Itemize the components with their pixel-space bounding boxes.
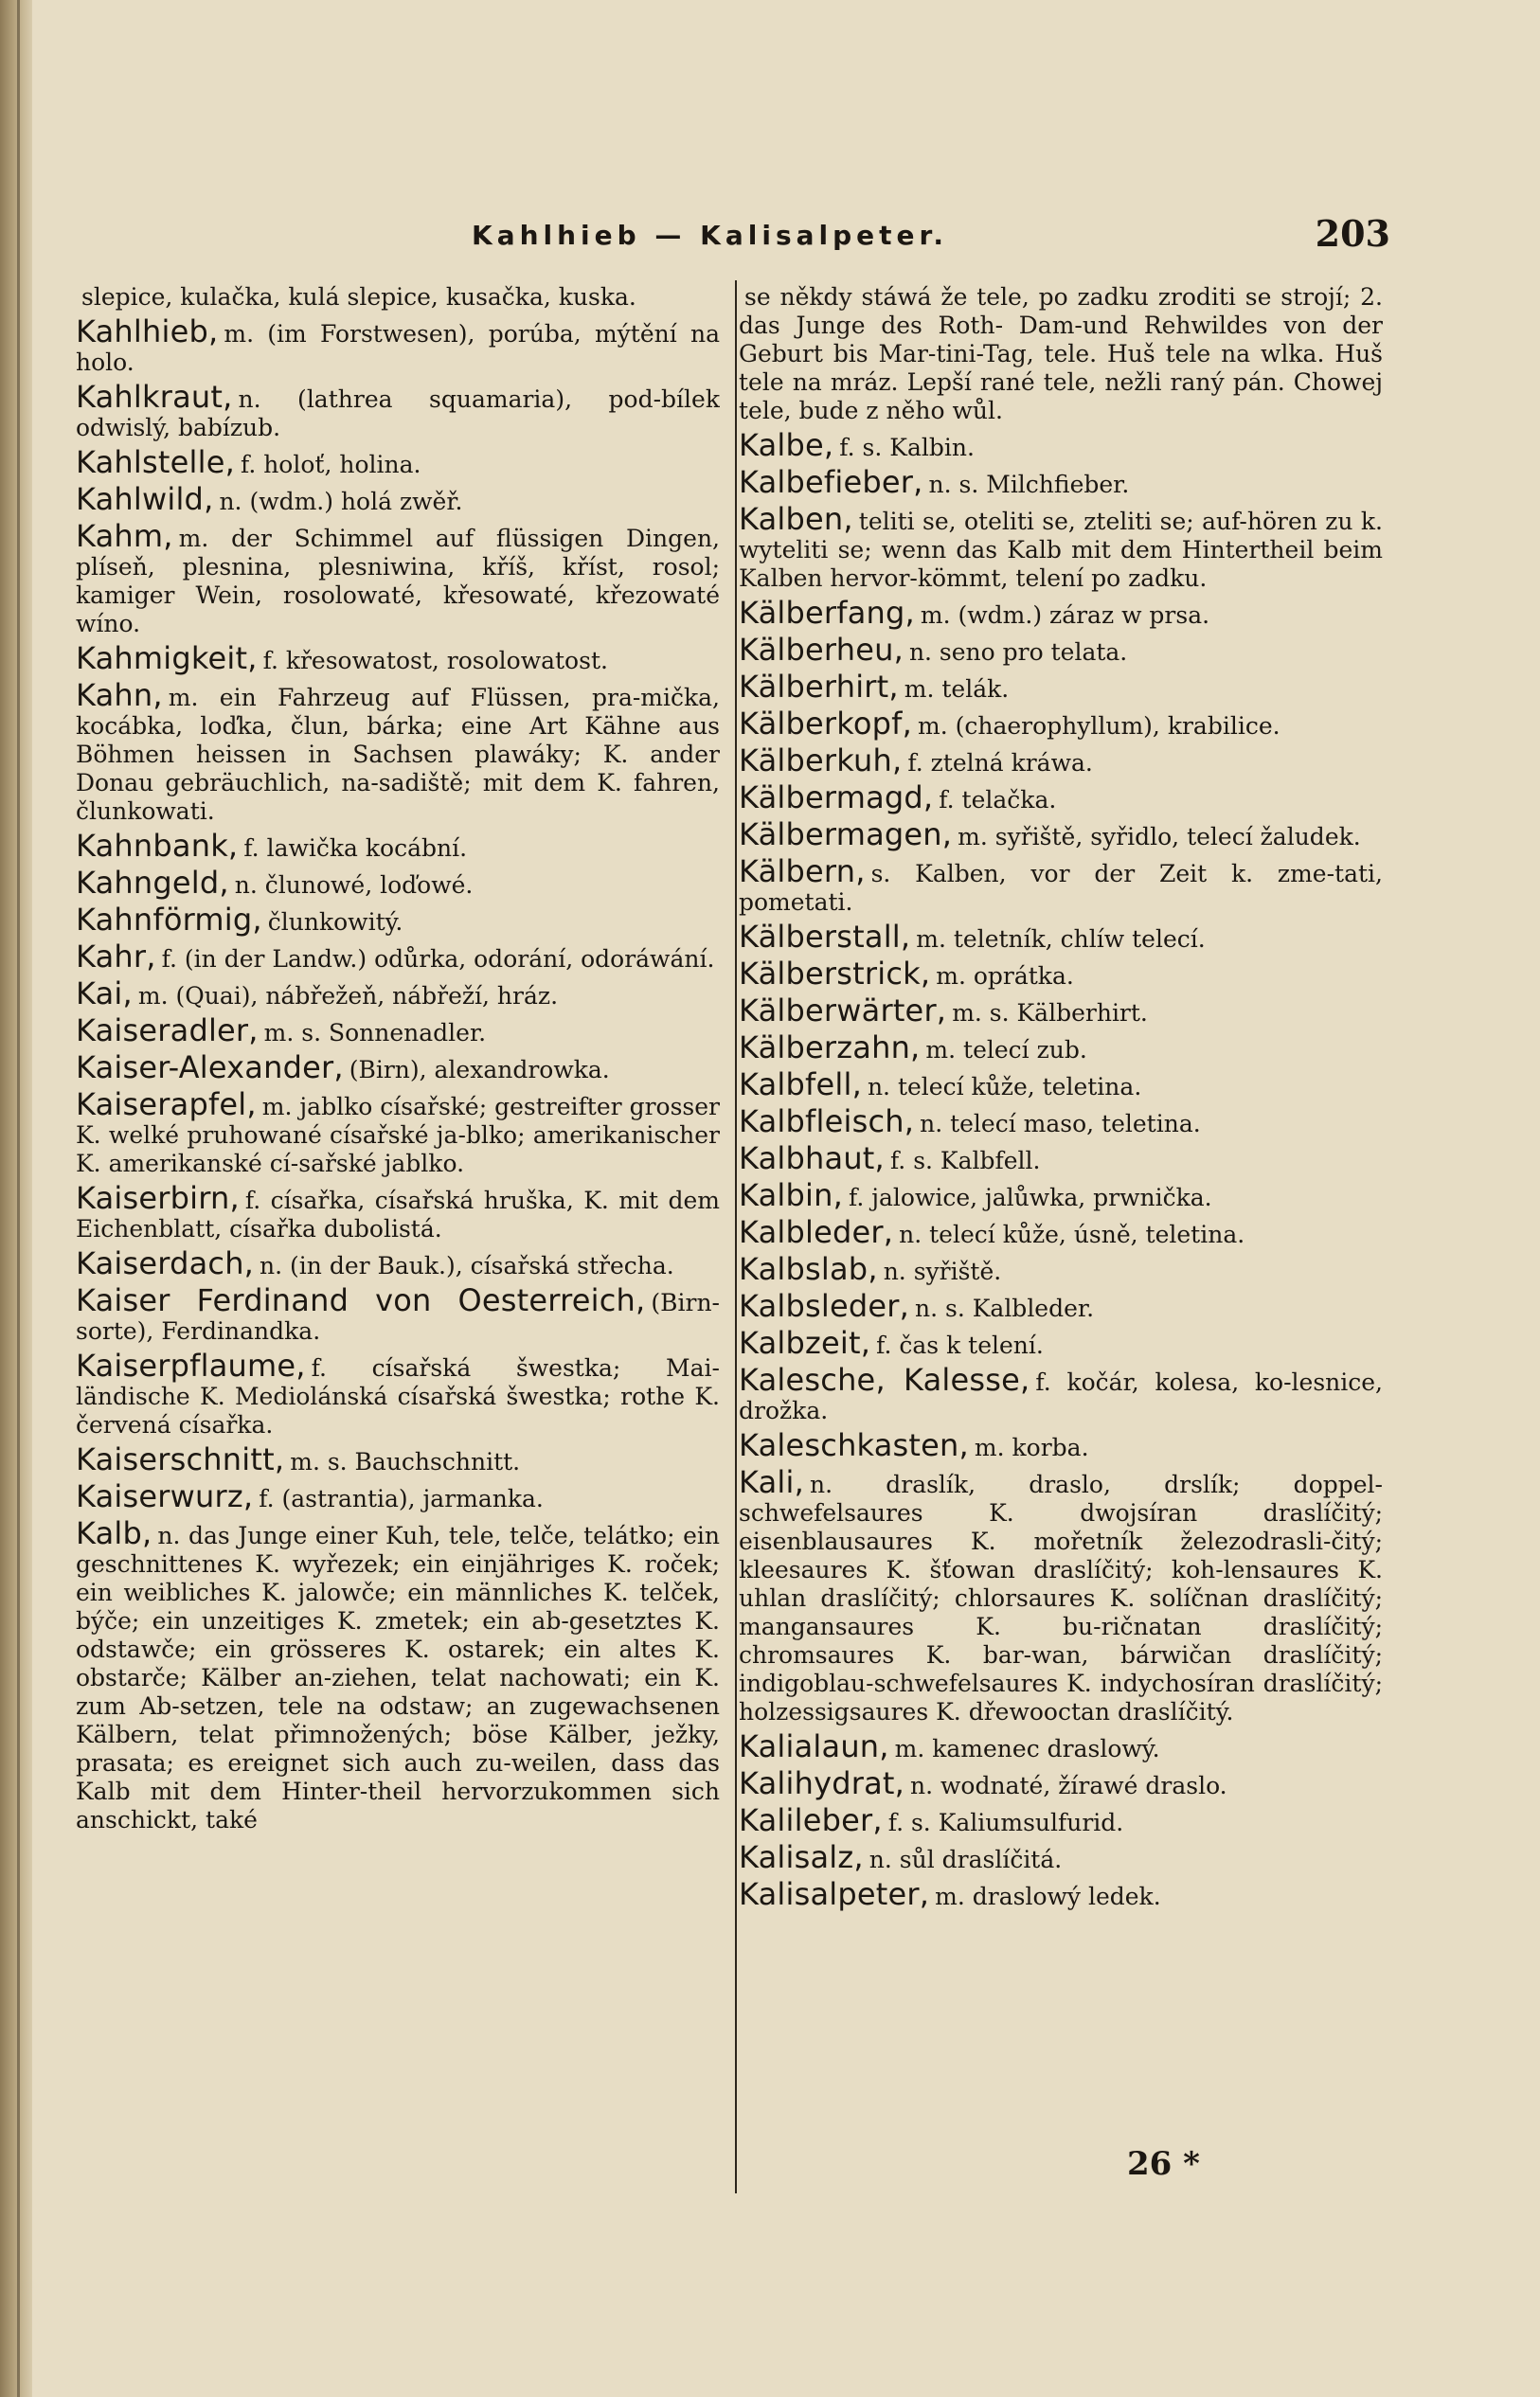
dictionary-page	[55, 199, 1390, 2377]
dictionary-entry	[739, 1464, 1383, 1726]
entry-headword: Kalbefieber,	[739, 464, 923, 500]
dictionary-entry	[739, 280, 1383, 425]
entry-definition: f. (astrantia), jarmanka.	[259, 1485, 544, 1512]
entry-headword: Kälberwärter,	[739, 993, 947, 1029]
entry-headword: Kahm,	[76, 518, 173, 554]
entry-headword: Kälberheu,	[739, 632, 904, 668]
entry-headword: Kälberkuh,	[739, 742, 903, 778]
entry-definition: f. ztelná kráwa.	[907, 749, 1093, 777]
dictionary-entry	[76, 1086, 720, 1178]
dictionary-entry	[76, 939, 720, 975]
entry-headword: Kalbhaut,	[739, 1140, 885, 1176]
entry-headword: Kahn,	[76, 677, 163, 713]
dictionary-entry	[76, 1441, 720, 1477]
entry-definition: f. lawička kocábní.	[243, 834, 468, 862]
running-title: Kahlhieb — Kalisalpeter.	[472, 220, 948, 251]
entry-headword: Kälberhirt,	[739, 669, 899, 705]
dictionary-entry	[739, 816, 1383, 852]
entry-headword: Kahngeld,	[76, 865, 229, 901]
dictionary-entry	[76, 280, 720, 312]
entry-definition: n. wodnaté, žírawé draslo.	[910, 1772, 1227, 1799]
dictionary-entry	[76, 379, 720, 442]
entry-headword: Kalbslab,	[739, 1251, 878, 1287]
signature-mark: 26 *	[1127, 2145, 1200, 2183]
entry-definition: n. seno pro telata.	[908, 638, 1128, 666]
entry-definition: m. s. Kälberhirt.	[952, 999, 1148, 1027]
entry-headword: Kaleschkasten,	[739, 1427, 969, 1463]
entry-definition: f. holoť, holina.	[240, 451, 421, 478]
entry-headword: Kahmigkeit,	[76, 640, 258, 676]
entry-definition: m. teletník, chlíw telecí.	[916, 925, 1206, 953]
entry-headword: Kaiseradler,	[76, 1012, 259, 1048]
entry-headword: Kahnbank,	[76, 828, 239, 864]
dictionary-entry	[76, 1348, 720, 1440]
entry-headword: Kalisalpeter,	[739, 1876, 930, 1912]
entry-headword: Kalisalz,	[739, 1839, 864, 1875]
entry-headword: Kahlkraut,	[76, 379, 233, 415]
entry-definition: m. draslowý ledek.	[935, 1883, 1161, 1910]
entry-headword: Kälberkopf,	[739, 706, 912, 742]
entry-definition: teliti se, oteliti se, zteliti se; auf-hören zu k. wyteliti se; wenn das Kalb mit dem Hintertheil beim Kalben hervor-kömmt, telení po zadku.	[739, 508, 1383, 592]
entry-definition: f. císařka, císařská hruška, K. mit dem Eichenblatt, císařka dubolistá.	[76, 1187, 720, 1243]
entry-definition: n. telecí maso, teletina.	[920, 1110, 1201, 1137]
entry-headword: Kälbermagd,	[739, 779, 934, 815]
entry-definition: n. draslík, draslo, drslík; doppel-schwefelsaures K. dwojsíran draslíčitý; eisenblausaures K. mořetník železodrasli-čitý; kleesaures K. šťowan draslíčitý; koh-lensaures K. uhlan draslíčitý; chlorsaures K. solíčnan draslíčitý; mangansaures K. bu-ričnatan draslíčitý; chromsaures K. bar-wan, bárwičan draslíčitý; indigoblau-schwefelsaures K. indychosíran draslíčitý; holzessigsaures K. dřewooctan draslíčitý.	[739, 1471, 1383, 1726]
entry-definition: f. s. Kaliumsulfurid.	[887, 1809, 1124, 1836]
dictionary-entry	[739, 1177, 1383, 1213]
entry-headword: Kali,	[739, 1464, 804, 1500]
entry-headword: Kälberstall,	[739, 919, 911, 955]
dictionary-entry	[739, 956, 1383, 992]
entry-definition: m. der Schimmel auf flüssigen Dingen, plíseň, plesnina, plesniwina, kříš, kříst, rosol; kamiger Wein, rosolowaté, křesowaté, křezowaté wíno.	[76, 525, 720, 637]
entry-headword: Kaiserdach,	[76, 1245, 255, 1281]
entry-definition: f. (in der Landw.) odůrka, odorání, odoráwání.	[161, 945, 715, 973]
entry-definition: m. telák.	[904, 675, 1010, 703]
dictionary-entry	[739, 919, 1383, 955]
entry-definition: n. s. Kalbleder.	[915, 1295, 1095, 1322]
entry-headword: Kalihydrat,	[739, 1765, 905, 1801]
entry-headword: Kaiserschnitt,	[76, 1441, 285, 1477]
book-spine	[0, 0, 32, 2397]
dictionary-entry	[739, 1362, 1383, 1425]
dictionary-entry	[739, 1876, 1383, 1912]
entry-definition: člunkowitý.	[267, 908, 403, 936]
entry-headword: Kälberstrick,	[739, 956, 931, 992]
dictionary-entry	[76, 1012, 720, 1048]
dictionary-entry	[76, 1282, 720, 1346]
dictionary-entry	[739, 1325, 1383, 1361]
entry-headword: Kai,	[76, 975, 133, 1011]
entry-definition: f. křesowatost, rosolowatost.	[262, 647, 608, 674]
entry-headword: Kahnförmig,	[76, 902, 262, 938]
dictionary-entry	[739, 464, 1383, 500]
dictionary-entry	[76, 313, 720, 377]
dictionary-entry	[739, 501, 1383, 593]
entry-headword: Kalbin,	[739, 1177, 843, 1213]
entry-definition: slepice, kulačka, kulá slepice, kusačka, kuska.	[81, 283, 636, 311]
entry-headword: Kälbermagen,	[739, 816, 953, 852]
entry-headword: Kalb,	[76, 1515, 152, 1551]
entry-definition: m. kamenec draslowý.	[894, 1735, 1160, 1762]
dictionary-entry	[739, 1802, 1383, 1838]
entry-headword: Kälberfang,	[739, 595, 915, 631]
entry-headword: Kalialaun,	[739, 1728, 889, 1764]
dictionary-entry	[739, 742, 1383, 778]
page-header	[55, 199, 1390, 259]
entry-definition: f. čas k telení.	[876, 1332, 1044, 1359]
entry-headword: Kaiserwurz,	[76, 1478, 254, 1514]
entry-definition: m. (im Forstwesen), porúba, mýtění na holo.	[76, 320, 720, 376]
entry-definition: m. (wdm.) záraz w prsa.	[920, 601, 1210, 629]
gutter-line	[17, 0, 20, 2397]
dictionary-entry	[76, 1180, 720, 1243]
entry-definition: n. telecí kůže, úsně, teletina.	[899, 1221, 1245, 1248]
dictionary-entry	[76, 444, 720, 480]
dictionary-entry	[739, 706, 1383, 742]
dictionary-entry	[739, 1103, 1383, 1139]
entry-headword: Kaiserbirn,	[76, 1180, 240, 1216]
dictionary-entry	[76, 1049, 720, 1085]
entry-definition: n. s. Milchfieber.	[928, 471, 1130, 498]
entry-definition: s. Kalben, vor der Zeit k. zme-tati, pometati.	[739, 860, 1383, 916]
entry-definition: f. jalowice, jalůwka, prwnička.	[848, 1184, 1212, 1211]
entry-headword: Kaiserpflaume,	[76, 1348, 306, 1384]
entry-definition: n. (lathrea squamaria), pod-bílek odwislý, babízub.	[76, 385, 720, 441]
entry-definition: f. telačka.	[939, 786, 1057, 814]
entry-definition: n. das Junge einer Kuh, tele, telče, telátko; ein geschnittenes K. wyřezek; ein einjähriges K. roček; ein weibliches K. jalowče; ein männliches K. telček, býče; ein unzeitiges K. zmetek; ein ab-gesetztes K. odstawče; ein grösseres K. ostarek; ein altes K. obstarče; Kälber an-ziehen, telat nachowati; ein K. zum Ab-setzen, tele na odstaw; an zugewachsenen Kälbern, telat přimnožených; böse Kälber, ježky, prasata; es ereignet sich auch zu-weilen, dass das Kalb mit dem Hinter-theil hervorzukommen sich anschickt, také	[76, 1522, 720, 1834]
entry-definition: se někdy stáwá že tele, po zadku zroditi se strojí; 2. das Junge des Roth- Dam-und Rehwildes von der Geburt bis Mar-tini-Tag, tele. Huš tele na wlka. Huš tele na mráz. Lepší rané tele, nežli raný pán. Chowej tele, bude z něho wůl.	[739, 283, 1383, 424]
entry-headword: Kalileber,	[739, 1802, 883, 1838]
entry-headword: Kahr,	[76, 939, 156, 975]
entry-headword: Kalbfell,	[739, 1066, 862, 1102]
entry-definition: n. (wdm.) holá zwěř.	[219, 488, 463, 515]
dictionary-entry	[739, 1029, 1383, 1065]
dictionary-entry	[739, 853, 1383, 917]
entry-definition: m. ein Fahrzeug auf Flüssen, pra-mička, kocábka, loďka, člun, bárka; eine Art Kähne aus Böhmen heissen in Sachsen plawáky; K. ander Donau gebräuchlich, na-sadiště; mit dem K. fahren, člunkowati.	[76, 684, 720, 825]
dictionary-entry	[739, 1251, 1383, 1287]
dictionary-entry	[76, 677, 720, 826]
entry-definition: m. oprátka.	[936, 962, 1074, 990]
dictionary-entry	[739, 1066, 1383, 1102]
entry-headword: Kaiserapfel,	[76, 1086, 257, 1122]
entry-definition: m. telecí zub.	[925, 1036, 1087, 1064]
entry-headword: Kälbern,	[739, 853, 866, 889]
dictionary-entry	[739, 1728, 1383, 1764]
dictionary-entry	[739, 427, 1383, 463]
dictionary-entry	[739, 1214, 1383, 1250]
dictionary-entry	[739, 1427, 1383, 1463]
dictionary-entry	[76, 640, 720, 676]
entry-definition: m. s. Sonnenadler.	[263, 1019, 487, 1046]
entry-definition: (Birn), alexandrowka.	[349, 1056, 610, 1083]
page-number: 203	[1315, 212, 1390, 255]
entry-definition: m. (chaerophyllum), krabilice.	[918, 712, 1280, 740]
entry-headword: Kalesche, Kalesse,	[739, 1362, 1030, 1398]
dictionary-entry	[76, 975, 720, 1011]
entry-headword: Kalbleder,	[739, 1214, 894, 1250]
dictionary-entry	[76, 1245, 720, 1281]
entry-definition: m. jablko císařské; gestreifter grosser K. welké pruhowané císařské ja-blko; amerikanischer K. amerikanské cí-sařské jablko.	[76, 1093, 720, 1177]
entry-headword: Kalbe,	[739, 427, 834, 463]
entry-definition: (Birn-sorte), Ferdinandka.	[76, 1289, 720, 1345]
entry-definition: m. (Quai), nábřežeň, nábřeží, hráz.	[137, 982, 559, 1010]
entry-headword: Kahlwild,	[76, 481, 214, 517]
entry-headword: Kalbzeit,	[739, 1325, 871, 1361]
entry-definition: n. syřiště.	[883, 1258, 1002, 1285]
dictionary-entry	[76, 518, 720, 638]
entry-definition: f. s. Kalbfell.	[889, 1147, 1041, 1174]
entry-definition: f. císařská šwestka; Mai-ländische K. Mediolánská císařská šwestka; rothe K. červená císařka.	[76, 1354, 720, 1439]
dictionary-entry	[739, 1288, 1383, 1324]
entry-definition: m. syřiště, syřidlo, telecí žaludek.	[958, 823, 1361, 850]
dictionary-entry	[76, 1515, 720, 1834]
entry-definition: m. s. Bauchschnitt.	[290, 1448, 521, 1476]
entry-headword: Kalbsleder,	[739, 1288, 910, 1324]
entry-headword: Kalbfleisch,	[739, 1103, 915, 1139]
dictionary-entry	[739, 669, 1383, 705]
dictionary-entry	[739, 1140, 1383, 1176]
dictionary-entry	[739, 595, 1383, 631]
dictionary-entry	[739, 779, 1383, 815]
entry-headword: Kaiser-Alexander,	[76, 1049, 344, 1085]
dictionary-entry	[76, 481, 720, 517]
entry-definition: m. korba.	[974, 1434, 1089, 1461]
entry-headword: Kalben,	[739, 501, 853, 537]
entry-definition: f. s. Kalbin.	[839, 434, 975, 461]
entry-definition: n. člunowé, loďowé.	[234, 871, 474, 899]
dictionary-entry	[739, 993, 1383, 1029]
column-divider	[735, 280, 737, 2193]
entry-definition: f. kočár, kolesa, ko-lesnice, drožka.	[739, 1368, 1383, 1424]
dictionary-entry	[76, 865, 720, 901]
dictionary-entry	[739, 1765, 1383, 1801]
entry-definition: n. (in der Bauk.), císařská střecha.	[260, 1252, 674, 1279]
entry-headword: Kälberzahn,	[739, 1029, 921, 1065]
dictionary-entry	[739, 1839, 1383, 1875]
dictionary-entry	[739, 632, 1383, 668]
right-column	[739, 280, 1383, 2335]
entry-definition: n. sůl draslíčitá.	[868, 1846, 1063, 1873]
left-column	[76, 280, 720, 2335]
dictionary-entry	[76, 1478, 720, 1514]
entry-headword: Kahlstelle,	[76, 444, 235, 480]
dictionary-entry	[76, 828, 720, 864]
entry-definition: n. telecí kůže, teletina.	[867, 1073, 1142, 1100]
entry-headword: Kaiser Ferdinand von Oesterreich,	[76, 1282, 646, 1318]
dictionary-entry	[76, 902, 720, 938]
entry-headword: Kahlhieb,	[76, 313, 219, 349]
